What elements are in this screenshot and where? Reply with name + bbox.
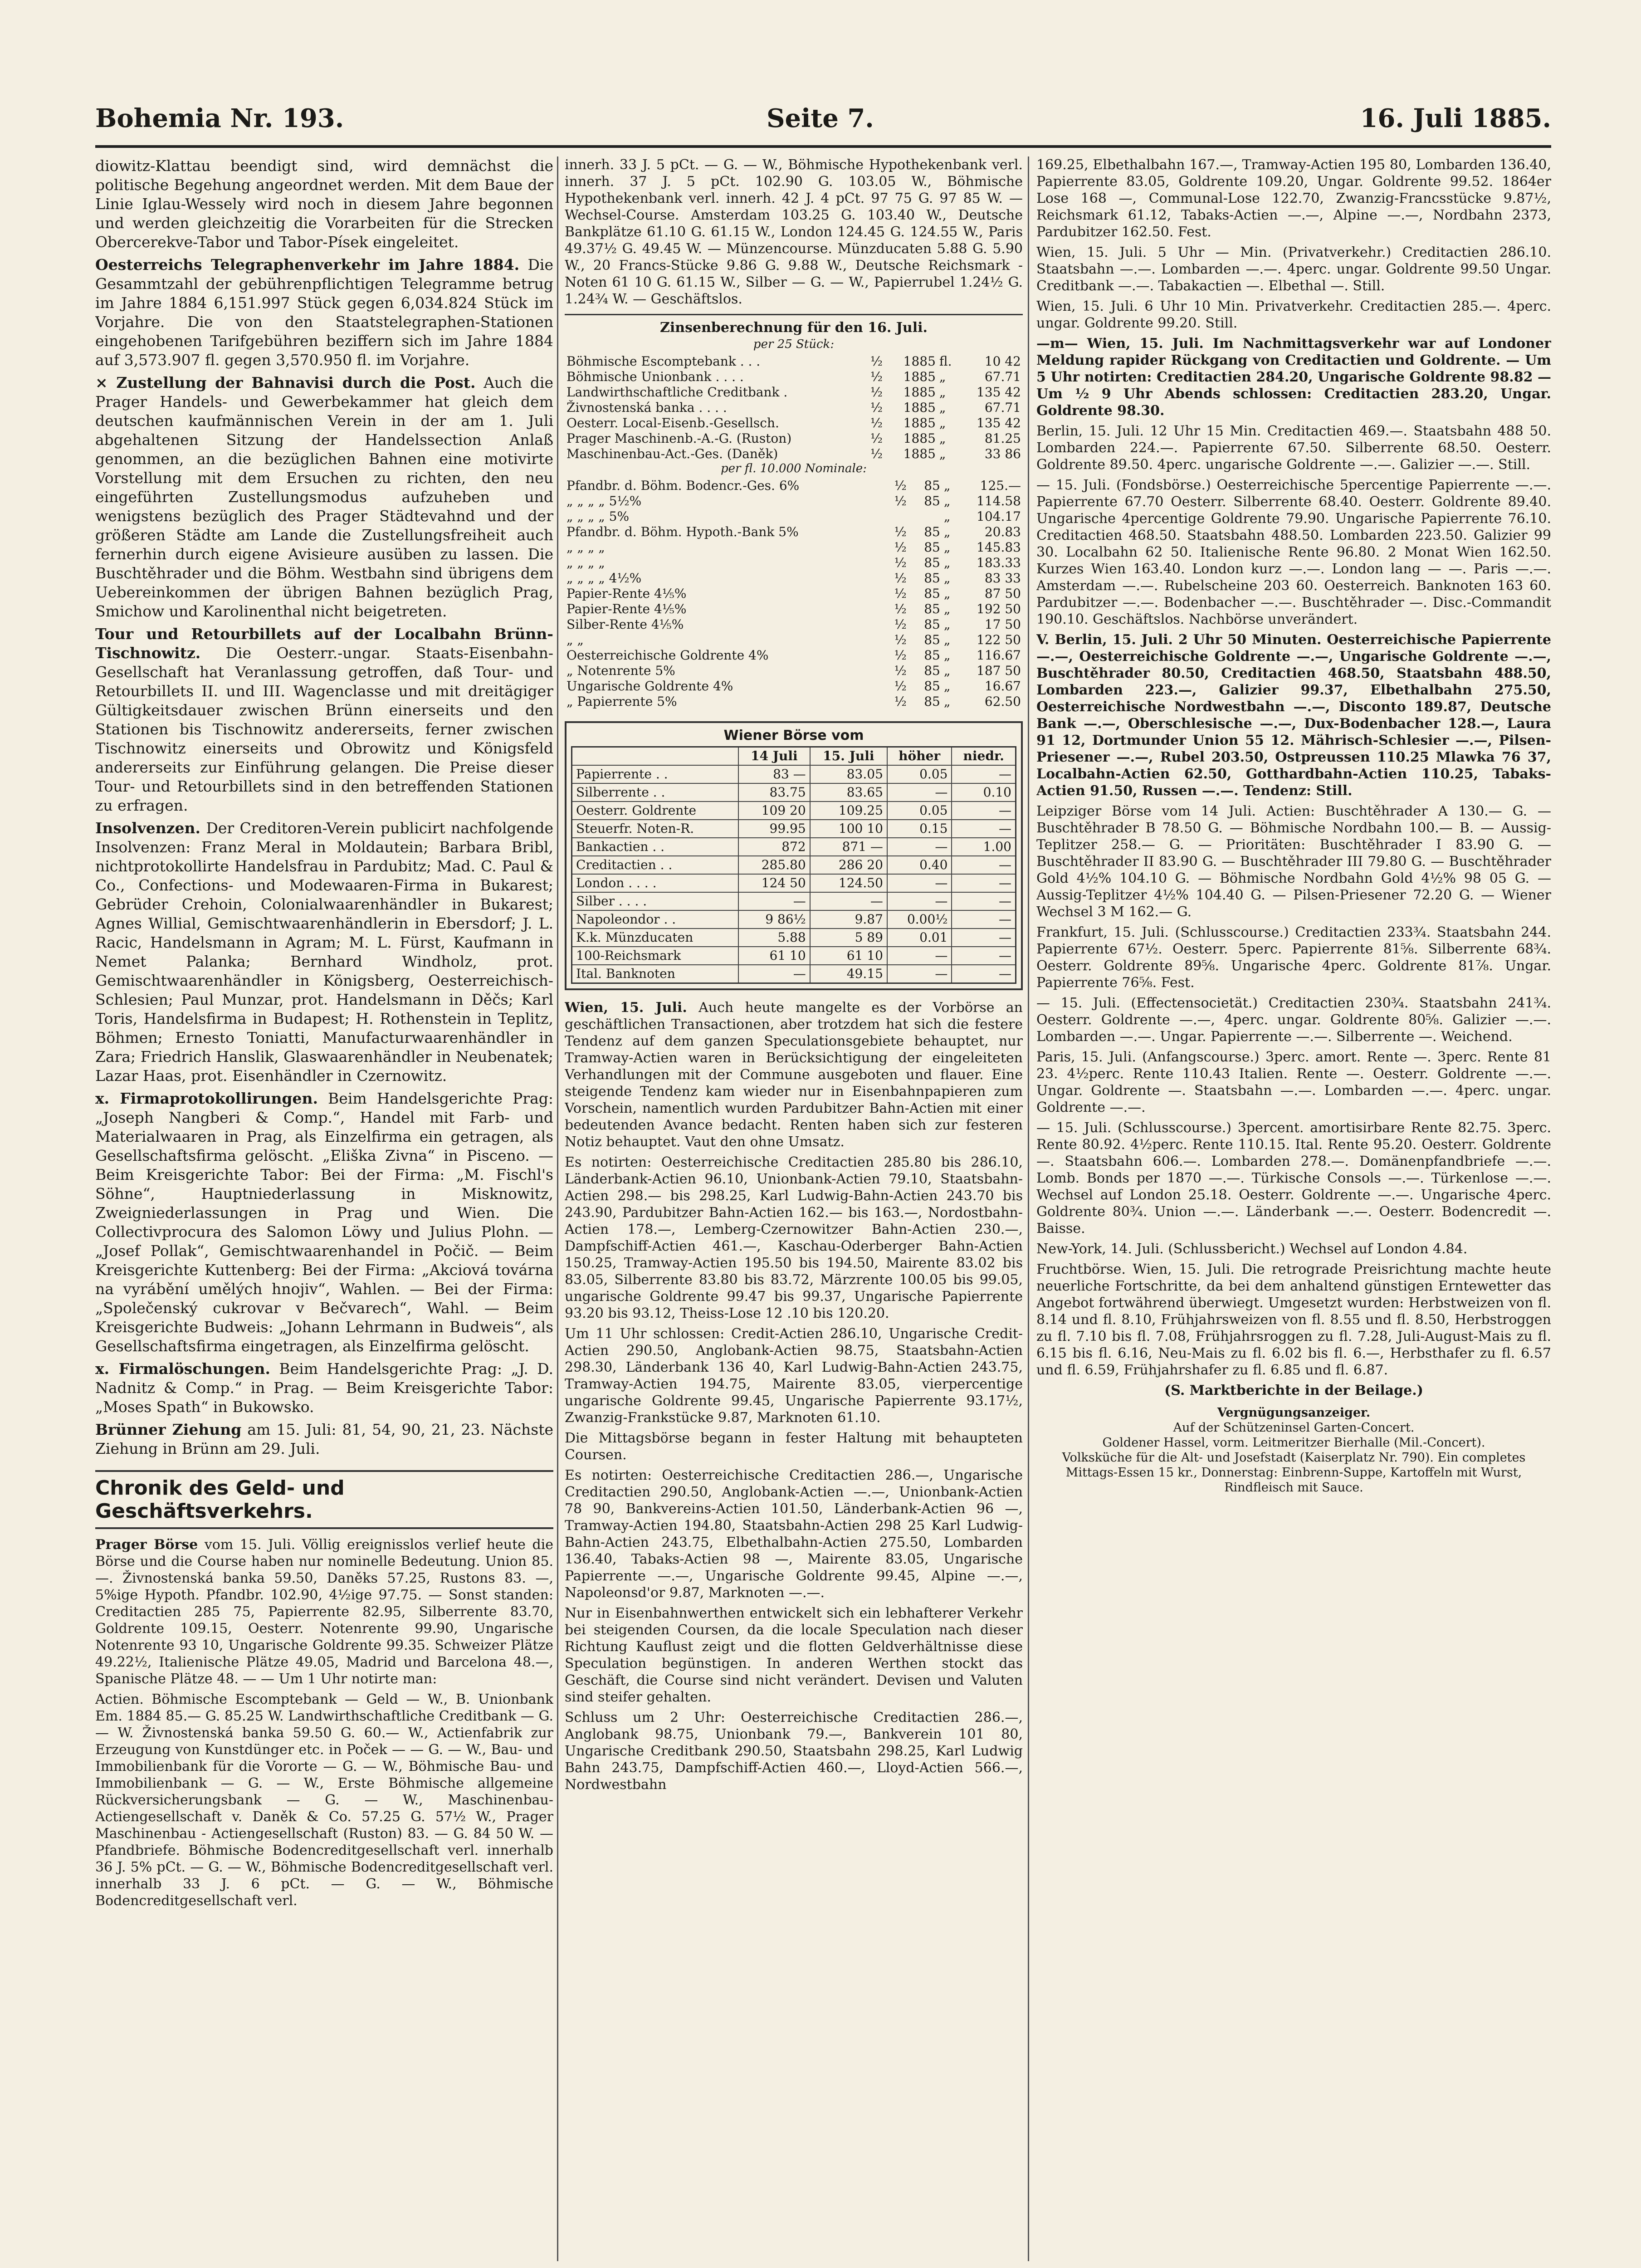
table-cell: 1885	[903, 415, 936, 430]
table-row	[565, 415, 1023, 431]
column-3	[1036, 156, 1551, 2261]
table-cell	[893, 509, 915, 524]
table-cell: 85	[924, 632, 940, 647]
interest-table-subtitle: per fl. 10.000 Nominale:	[721, 462, 867, 475]
table-cell: 0.40	[887, 856, 952, 874]
table-cell: „	[939, 385, 946, 400]
article-heading: × Zustellung der Bahnavisi durch die Post.	[95, 374, 476, 391]
table-cell: —	[952, 965, 1016, 983]
table-cell: 109 20	[738, 802, 810, 820]
article-paragraph: Wien, 15. Juli. 6 Uhr 10 Min. Privatverkehr. Creditactien 285.—. 4perc. ungar. Goldrente 99.20. Still.	[1036, 298, 1551, 331]
article-paragraph	[95, 625, 553, 815]
table-cell: —	[887, 783, 952, 802]
table-cell: Bankactien . .	[572, 838, 739, 856]
table-row	[572, 910, 1016, 929]
table-cell: ½	[870, 369, 883, 384]
notice-line: Goldener Hassel, vorm. Leitmeritzer Bierhalle (Mil.-Concert).	[1102, 1436, 1485, 1450]
table-cell: 85	[924, 601, 940, 616]
table-cell: ½	[894, 555, 907, 570]
table-header-cell: höher	[887, 747, 952, 766]
article-paragraph: (S. Marktberichte in der Beilage.)	[1164, 1383, 1423, 1398]
table-row	[565, 509, 1023, 524]
article-text: Beim Handelsgerichte Prag: „J. D. Nadnitz & Comp.“ in Prag. — Beim Kreisgerichte Tabor: „Moses Spath“ in Bukowsko.	[95, 1360, 553, 1416]
table-cell: —	[952, 765, 1016, 783]
table-cell: 85	[924, 694, 940, 709]
header-page-number: Seite 7.	[767, 103, 874, 133]
table-cell: „	[943, 555, 951, 570]
article-text: Auch die Prager Handels- und Gewerbekammer hat gleich dem deutschen kaufmännischen Verein in der am 1. Juli abgehaltenen Sitzung der Handelssection Anlaß genommen, an die bezüglichen Bahnen eine motivirte Vorstellung mit dem Ersuchen zu richten, den neu eingeführten Zustellungsmodus aufzuheben und wenigstens bezüglich des Prager Städtevahnd und der größeren Städte am Lande die Zustellungsfreiheit auch fernerhin durch eigene Avisieure ausüben zu lassen. Die Buschtěhrader und die Böhm. Westbahn sind übrigens dem Uebereinkommen der übrigen Bahnen bezüglich Prag, Smichow und Karolinenthal nicht beigetreten.	[95, 374, 553, 620]
table-cell: „ Notenrente 5%	[567, 663, 675, 678]
table-header-cell: 15. Juli	[810, 747, 887, 766]
table-cell: 0.05	[887, 802, 952, 820]
notices-box	[1036, 1405, 1551, 1495]
article-paragraph	[565, 999, 1023, 1150]
table-cell: 0.05	[887, 765, 952, 783]
article-paragraph	[95, 1536, 553, 1687]
article-paragraph: 169.25, Elbethalbahn 167.—, Tramway-Actien 195 80, Lombarden 136.40, Papierrente 83.05, Goldrente 109.20, Ungar. Goldrente 99.52. 1864er Lose 168 —, Communal-Lose 122.70, Zwanzig-Francsstücke 9.87½, Reichsmark 61.12, Tabaks-Actien —.—, Alpine —.—, Nordbahn 2373, Pardubitzer 162.50. Fest.	[1036, 157, 1551, 240]
table-cell: 0.10	[952, 783, 1016, 802]
table-row	[565, 632, 1023, 648]
wiener-boerse-title: Wiener Börse vom	[723, 728, 864, 743]
notice-line: Volksküche für die Alt- und Josefstadt (Kaiserplatz Nr. 790). Ein completes Mittags-Essen 15 kr., Donnerstag: Einbrenn-Suppe, Kartoffeln mit Wurst, Rindfleisch mit Sauce.	[1062, 1451, 1526, 1495]
table-cell: 85	[924, 478, 940, 493]
article-paragraph	[95, 1089, 553, 1356]
table-cell: 85	[924, 524, 940, 539]
table-cell: —	[887, 892, 952, 910]
article-paragraph	[95, 373, 553, 621]
article-heading: Oesterreichs Telegraphenverkehr im Jahre 1884.	[95, 256, 520, 274]
table-cell: —	[952, 910, 1016, 929]
table-row	[565, 679, 1023, 694]
table-cell: ½	[894, 524, 907, 539]
table-cell: London . . . .	[572, 874, 739, 892]
table-cell: „ „ „ „ 5½%	[567, 494, 642, 508]
table-cell: 20.83	[984, 524, 1021, 539]
table-cell: ½	[870, 431, 883, 446]
table-cell: „	[939, 400, 946, 415]
table-cell: ½	[894, 648, 907, 663]
table-cell: Živnostenská banka . . . .	[567, 400, 727, 415]
table-row	[565, 369, 1023, 385]
table-cell: Oesterr. Local-Eisenb.-Gesellsch.	[567, 415, 779, 430]
table-cell: ½	[894, 540, 907, 555]
table-cell: 1.00	[952, 838, 1016, 856]
article-paragraph	[95, 1359, 553, 1417]
table-cell: ½	[894, 617, 907, 632]
table-cell: 83.75	[738, 783, 810, 802]
table-cell: 0.01	[887, 929, 952, 947]
table-cell: 124.50	[810, 874, 887, 892]
article-heading: Insolvenzen.	[95, 819, 200, 837]
table-cell: 85	[924, 617, 940, 632]
table-cell: 285.80	[738, 856, 810, 874]
article-paragraph	[95, 819, 553, 1085]
table-cell: „	[943, 679, 951, 694]
table-cell: —	[952, 856, 1016, 874]
table-cell: „ „ „ „	[567, 555, 605, 570]
article-text: Die Gesammtzahl der gebührenpflichtigen Telegramme betrug im Jahre 1884 6,151.997 Stück gegen 6,034.824 Stück im Vorjahre. Die von den Staatstelegraphen-Stationen eingehobenen Tarifgebühren beziffern sich im Jahre 1884 auf 3,573.907 fl. gegen 3,570.950 fl. im Vorjahre.	[95, 256, 553, 369]
article-text: am 15. Juli: 81, 54, 90, 21, 23. Nächste Ziehung in Brünn am 29. Juli.	[95, 1421, 553, 1457]
table-cell: „	[943, 571, 951, 586]
table-cell: Böhmische Escomptebank . . .	[567, 354, 761, 369]
table-cell: 0.00½	[887, 910, 952, 929]
table-cell: 67.71	[984, 400, 1021, 415]
table-row	[572, 947, 1016, 965]
table-row	[565, 694, 1023, 709]
table-cell: 49.15	[810, 965, 887, 983]
table-row	[565, 494, 1023, 509]
table-cell: —	[952, 892, 1016, 910]
table-cell: 83 —	[738, 765, 810, 783]
interest-table-2	[565, 478, 1023, 709]
table-cell: „	[943, 478, 951, 493]
table-row	[565, 478, 1023, 494]
table-cell: 83 33	[984, 571, 1021, 586]
table-cell: 5.88	[738, 929, 810, 947]
article-paragraph: Nur in Eisenbahnwerthen entwickelt sich ein lebhafterer Verkehr bei steigenden Coursen, da die locale Speculation nach dieser Richtung Kauflust zeigt und die flotten Geldverhältnisse diese Speculation begünstigen. In anderen Werthen stockt das Geschäft, die Course sind nicht verändert. Devisen und Valuten sind steifer gehalten.	[565, 1605, 1023, 1705]
table-cell: 17 50	[984, 617, 1021, 632]
article-heading: Prager Börse	[95, 1537, 198, 1553]
table-row	[565, 431, 1023, 446]
table-cell: 99.95	[738, 820, 810, 838]
table-cell: „	[939, 431, 946, 446]
table-cell: 114.58	[977, 494, 1021, 508]
table-cell: „	[943, 601, 951, 616]
table-cell: 83.65	[810, 783, 887, 802]
article-paragraph: New-York, 14. Juli. (Schlussbericht.) Wechsel auf London 4.84.	[1036, 1241, 1468, 1257]
table-cell: Oesterr. Goldrente	[572, 802, 739, 820]
table-cell: „ „	[567, 632, 584, 647]
table-cell: Böhmische Unionbank . . . .	[567, 369, 744, 384]
table-cell: 85	[924, 555, 940, 570]
article-text: Beim Handelsgerichte Prag: „Joseph Nangberi & Comp.“, Handel mit Farb- und Materialwaaren in Prag, als Einzelfirma ein getragen, als Gesellschaftsfirma gelöscht. „Eliška Zivna“ in Pisceno. — Beim Kreisgerichte Tabor: Bei der Firma: „M. Fischl's Söhne“, Hauptniederlassung in Misknowitz, Zweigniederlassungen in Prag und Wien. Die Collectivprocura des Salomon Löwy und Julius Plohn. — „Josef Pollak“, Gemischtwaarenhandel in Počič. — Beim Kreisgerichte Kuttenberg: Bei der Firma: „Akciová továrna na vyrábění umělých hnojiv“, Wahlen. — Bei der Firma: „Společenský cukrovar v Bečvarech“, Wahl. — Beim Kreisgerichte Budweis: „Johann Lehrmann in Budweis“, als Gesellschaftsfirma eingetragen, als Einzelfirma gelöscht.	[95, 1090, 553, 1355]
table-cell: —	[887, 838, 952, 856]
table-cell: —	[952, 929, 1016, 947]
section-title: Chronik des Geld- und Geschäftsverkehrs.	[95, 1470, 553, 1529]
table-cell: „	[943, 694, 951, 709]
notice-line: Auf der Schützeninsel Garten-Concert.	[1173, 1421, 1415, 1435]
column-1	[95, 156, 553, 2261]
table-cell: ½	[870, 385, 883, 400]
table-cell: Silber . . . .	[572, 892, 739, 910]
table-row	[572, 765, 1016, 783]
table-cell: ½	[894, 663, 907, 678]
table-cell: 100 10	[810, 820, 887, 838]
article-paragraph: Es notirten: Oesterreichische Creditactien 285.80 bis 286.10, Länderbank-Actien 96.10, Unionbank-Actien 79.10, Staatsbahn-Actien 298.— bis 298.25, Karl Ludwig-Bahn-Actien 243.70 bis 243.90, Pardubitzer Bahn-Actien 162.— bis 163.—, Nordostbahn-Actien 178.—, Lemberg-Czernowitzer Bahn-Actien 230.—, Dampfschiff-Actien 461.—, Kaschau-Oderberger Bahn-Actien 150.25, Tramway-Actien 195.50 bis 194.50, Mairente 83.02 bis 83.05, Silberrente 83.80 bis 83.72, Märzrente 100.05 bis 99.05, ungarische Goldrente 99.47 bis 99.37, Ungarische Papierrente 93.20 bis 93.12, Theiss-Lose 12 .10 bis 120.20.	[565, 1154, 1023, 1321]
table-header-cell: 14 Juli	[738, 747, 810, 766]
table-cell: 81.25	[984, 431, 1021, 446]
article-paragraph: diowitz-Klattau beendigt sind, wird demnächst die politische Begehung angeordnet werden. Mit dem Baue der Linie Iglau-Wessely wird noch in diesem Jahre begonnen und werden gleichzeitig die Vorarbeiten für die Strecken Obercerekve-Tabor und Tabor-Písek eingeleitet.	[95, 157, 553, 251]
article-heading: Brünner Ziehung	[95, 1421, 242, 1438]
column-rule	[1028, 156, 1029, 2261]
table-cell: ½	[870, 400, 883, 415]
table-cell: 85	[924, 679, 940, 694]
table-cell: 135 42	[977, 415, 1021, 430]
article-paragraph: V. Berlin, 15. Juli. 2 Uhr 50 Minuten. Oesterreichische Papierrente —.—, Oesterreichische Goldrente —.—, Ungarische Goldrente —.—, Buschtěhrader 80.50, Creditactien 468.50, Staatsbahn 488.50, Lombarden 223.—, Galizier 99.37, Elbethalbahn 275.50, Oesterreichische Nordwestbahn —.—, Disconto 189.87, Deutsche Bank —.—, Oberschlesische —.—, Dux-Bodenbacher 128.—, Laura 91 12, Dortmunder Union 55 12. Mährisch-Schlesier —.—, Pilsen-Priesener —.—, Rubel 203.50, Ostpreussen 110.25 Mlawka 76 37, Localbahn-Actien 62.50, Gotthardbahn-Actien 110.25, Tabaks-Actien 91.50, Russen —.—. Tendenz: Still.	[1036, 632, 1551, 799]
table-row	[565, 540, 1023, 555]
table-cell: „	[943, 509, 951, 524]
table-cell: „ „ „ „ 5%	[567, 509, 630, 524]
table-row	[565, 524, 1023, 540]
table-cell: 125.—	[980, 478, 1021, 493]
table-cell: —	[738, 892, 810, 910]
table-cell: 1885	[903, 431, 936, 446]
table-cell: 67.71	[984, 369, 1021, 384]
article-heading: Wien, 15. Juli.	[565, 1000, 687, 1016]
table-cell: Pfandbr. d. Böhm. Hypoth.-Bank 5%	[567, 524, 799, 539]
article-paragraph: innerh. 33 J. 5 pCt. — G. — W., Böhmische Hypothekenbank verl. innerh. 37 J. 5 pCt. 102.90 G. 103.05 W., Böhmische Hypothekenbank verl. innerh. 42 J. 4 pCt. 97 75 G. 97 85 W. — Wechsel-Course. Amsterdam 103.25 G. 103.40 W., Deutsche Bankplätze 61.10 G. 61.15 W., London 124.45 G. 124.55 W., Paris 49.37½ G. 49.45 W. — Münzencourse. Münzducaten 5.88 G. 5.90 W., 20 Francs-Stücke 9.86 G. 9.88 W., Deutsche Reichsmark - Noten 61 10 G. 61.15 W., Silber — G. — W., Papierrubel 1.24½ G. 1.24¾ W. — Geschäftslos.	[565, 157, 1023, 307]
table-row	[565, 586, 1023, 601]
table-cell: —	[952, 874, 1016, 892]
article-heading: x. Firmaprotokollirungen.	[95, 1090, 318, 1107]
table-cell: 85	[924, 494, 940, 508]
table-cell: ½	[894, 571, 907, 586]
article-text: vom 15. Juli. Völlig ereignisslos verlief heute die Börse und die Course haben nur nominelle Bedeutung. Union 85.—. Živnostenská banka 59.50, Daněks 57.25, Rustons 83. —, 5%ige Hypoth. Pfandbr. 102.90, 4½ige 97.75. — Sonst standen: Creditactien 285 75, Papierrente 82.95, Silberrente 83.70, Goldrente 109.15, Oesterr. Notenrente 99.90, Ungarische Notenrente 93 10, Ungarische Goldrente 99.35. Schweizer Plätze 49.22½, Italienische Plätze 49.05, Madrid und Barcelona 48.—, Spanische Plätze 48. — — Um 1 Uhr notirte man:	[95, 1537, 553, 1687]
table-cell: —	[738, 965, 810, 983]
table-cell: —	[952, 947, 1016, 965]
table-cell: —	[887, 965, 952, 983]
table-cell: 85	[924, 571, 940, 586]
table-cell: „	[943, 586, 951, 601]
table-cell: 9.87	[810, 910, 887, 929]
table-row	[572, 783, 1016, 802]
column-2	[565, 156, 1023, 2261]
table-cell: 61 10	[810, 947, 887, 965]
table-cell: 0.15	[887, 820, 952, 838]
table-cell: Steuerfr. Noten-R.	[572, 820, 739, 838]
table-cell: ½	[894, 601, 907, 616]
article-heading: Tour und Retourbillets auf der Localbahn Brünn-Tischnowitz.	[95, 625, 553, 662]
interest-table-subtitle: per 25 Stück:	[753, 337, 835, 351]
table-cell: 85	[924, 586, 940, 601]
table-header-cell: niedr.	[952, 747, 1016, 766]
article-paragraph	[95, 255, 553, 370]
table-row	[565, 555, 1023, 571]
table-cell: ½	[894, 694, 907, 709]
table-cell: Creditactien . .	[572, 856, 739, 874]
table-row	[572, 820, 1016, 838]
table-cell: ½	[870, 354, 883, 369]
table-cell: ½	[894, 679, 907, 694]
table-row	[572, 874, 1016, 892]
table-cell: 1885	[903, 446, 936, 461]
table-cell: 187 50	[977, 663, 1021, 678]
article-paragraph: Actien. Böhmische Escomptebank — Geld — W., B. Unionbank Em. 1884 85.— G. 85.25 W. Landwirthschaftliche Creditbank — G. — W. Živnostenská banka 59.50 G. 60.— W., Actienfabrik zur Erzeugung von Kunstdünger etc. in Poček — — G. — W., Bau- und Immobilienbank für die Vororte — G. — W., Böhmische Bau- und Immobilienbank — G. — W., Erste Böhmische allgemeine Rückversicherungsbank — G. — W., Maschinenbau-Actiengesellschaft v. Daněk & Co. 57.25 G. 57½ W., Prager Maschinenbau - Actiengesellschaft (Ruston) 83. — G. 84 50 W. — Pfandbriefe. Böhmische Bodencreditgesellschaft verl. innerhalb 36 J. 5% pCt. — G. — W., Böhmische Bodencreditgesellschaft verl. innerhalb 33 J. 6 pCt. — G. — W., Böhmische Bodencreditgesellschaft verl.	[95, 1691, 553, 1909]
article-paragraph	[95, 1420, 553, 1458]
table-cell: „	[939, 369, 946, 384]
article-paragraph: Wien, 15. Juli. 5 Uhr — Min. (Privatverkehr.) Creditactien 286.10. Staatsbahn —.—. Lombarden —.—. 4perc. ungar. Goldrente 99.50 Ungar. Creditbank —.—. Tabakactien —. Elbethal —. Still.	[1036, 244, 1551, 294]
table-cell: „	[943, 632, 951, 647]
table-cell: Ungarische Goldrente 4%	[567, 679, 733, 694]
table-cell: Napoleondor . .	[572, 910, 739, 929]
table-cell: 1885	[903, 354, 936, 369]
table-cell: Oesterreichische Goldrente 4%	[567, 648, 769, 663]
table-cell	[914, 509, 942, 524]
article-paragraph: Es notirten: Oesterreichische Creditactien 286.—, Ungarische Creditactien 290.50, Anglobank-Actien —.—, Unionbank-Actien 78 90, Bankvereins-Actien 101.50, Länderbank-Actien 96 —, Tramway-Actien 194.80, Staatsbahn-Actien 298 25 Karl Ludwig-Bahn-Actien 243.75, Elbethalbahn-Actien 275.50, Lombarden 136.40, Tabaks-Actien 98 —, Mairente 83.05, Ungarische Papierrente —.—, Ungarische Goldrente 99.45, Alpine —.—, Napoleonsd'or 9.87, Marknoten —.—.	[565, 1467, 1023, 1601]
table-cell: „	[943, 540, 951, 555]
table-cell: ½	[894, 478, 907, 493]
table-row	[572, 838, 1016, 856]
table-row	[572, 802, 1016, 820]
table-cell: fl.	[939, 354, 952, 369]
table-cell: ½	[894, 494, 907, 508]
table-cell: 62.50	[984, 694, 1021, 709]
table-row	[565, 648, 1023, 663]
table-cell: ½	[870, 415, 883, 430]
article-text: Die Oesterr.-ungar. Staats-Eisenbahn-Gesellschaft hat Veranlassung getroffen, daß Tour- und Retourbillets II. und III. Wagenclasse und mit dreitägiger Gültigkeitsdauer zwischen Brünn einerseits und den Stationen bis Tischnowitz andererseits, ferner zwischen Tischnowitz einerseits und Obrowitz und Königsfeld andererseits zur Einführung gelangen. Die Preise dieser Tour- und Retourbillets sind in den betreffenden Stationen zu erfragen.	[95, 644, 553, 814]
article-paragraph: Leipziger Börse vom 14 Juli. Actien: Buschtěhrader A 130.— G. — Buschtěhrader B 78.50 G. — Böhmische Nordbahn 100.— B. — Aussig-Teplitzer 258.— G. — Prioritäten: Buschtěhrader I 83.90 G. — Buschtěhrader II 83.90 G. — Buschtěhrader III 79.80 G. — Buschtěhrader Gold 4½% 104.10 G. — Böhmische Nordbahn Gold 4½% 98 05 G. — Aussig-Teplitzer 4½% 104.40 G. — Pilsen-Priesener 72.20 G. — Wiener Wechsel 3 M 162.— G.	[1036, 803, 1551, 920]
article-paragraph: Frankfurt, 15. Juli. (Schlusscourse.) Creditactien 233¾. Staatsbahn 244. Papierrente 67½. Oesterr. 5perc. Papierrente 81⅝. Silberrente 68¾. Oesterr. Goldrente 89⅝. Ungarische 4perc. Goldrente 81⅞. Ungar. Papierrente 76⅝. Fest.	[1036, 924, 1551, 991]
table-cell: 104.17	[977, 509, 1021, 524]
article-paragraph: Fruchtbörse. Wien, 15. Juli. Die retrograde Preisrichtung machte heute neuerliche Fortschritte, da bei dem anhaltend günstigen Erntewetter das Angebot fortwährend überwiegt. Umgesetzt wurden: Herbstweizen von fl. 8.14 und fl. 8.10, Frühjahrsweizen von fl. 8.55 und fl. 8.50, Herbstroggen zu fl. 7.10 bis fl. 7.08, Frühjahrsroggen zu fl. 7.28, Juli-August-Mais zu fl. 6.15 bis fl. 6.16, Neu-Mais zu fl. 6.02 bis fl. 6.—, Herbsthafer zu fl. 6.57 und fl. 6.59, Frühjahrshafer zu fl. 6.85 und fl. 6.87.	[1036, 1261, 1551, 1378]
table-cell: Silberrente . .	[572, 783, 739, 802]
table-row	[572, 856, 1016, 874]
table-cell: 871 —	[810, 838, 887, 856]
table-cell: 9 86½	[738, 910, 810, 929]
table-cell: Papierrente . .	[572, 765, 739, 783]
table-row	[565, 663, 1023, 679]
table-cell: 183.33	[977, 555, 1021, 570]
table-cell: K.k. Münzducaten	[572, 929, 739, 947]
table-cell: Maschinenbau-Act.-Ges. (Daněk)	[567, 446, 778, 461]
header-left: Bohemia Nr. 193.	[95, 103, 344, 133]
article-text: Der Creditoren-Verein publicirt nachfolgende Insolvenzen: Franz Meral in Moldautein; Barbara Bribl, nichtprotokollirte Handelsfrau in Pardubitz; Mad. C. Paul & Co., Confections- und Modewaaren-Firma in Bukarest; Gebrüder Crehoin, Colonialwaarenhändler in Bukarest; Agnes Willial, Gemischtwaarenhändlerin in Ebersdorf; J. L. Racic, Handelsmann in Agram; M. L. Fürst, Kaufmann in Nemet Palanka; Bernhard Windholz, prot. Gemischtwaarenhändler in Königsberg, Oesterreichisch-Schlesien; Paul Munzar, prot. Handelsmann in Děčs; Karl Toris, Handelsfirma in Budapest; H. Rothenstein in Teplitz, Böhmen; Ernesto Toniatti, Manufacturwaarenhändler in Zara; Friedrich Hanslik, Glaswaarenhändler in Neubenatek; Lazar Haas, prot. Eisenhändler in Czernowitz.	[95, 819, 553, 1085]
table-cell: Prager Maschinenb.-A.-G. (Ruston)	[567, 431, 792, 446]
table-cell: Papier-Rente 4⅕%	[567, 601, 687, 616]
table-cell: 872	[738, 838, 810, 856]
wiener-boerse-box	[565, 721, 1023, 990]
table-cell: „ Papierrente 5%	[567, 694, 677, 709]
table-cell: 1885	[903, 400, 936, 415]
table-cell: „	[939, 446, 946, 461]
table-cell: 122 50	[977, 632, 1021, 647]
article-paragraph: Berlin, 15. Juli. 12 Uhr 15 Min. Creditactien 469.—. Staatsbahn 488 50. Lombarden 224.—. Papierrente 67.50. Silberrente 68.50. Oesterr. Goldrente 89.50. 4perc. ungarische Goldrente —.—. Galizier —.—. Still.	[1036, 423, 1551, 473]
table-row	[565, 601, 1023, 617]
table-cell: ½	[870, 446, 883, 461]
table-cell: „	[943, 648, 951, 663]
table-cell: 124 50	[738, 874, 810, 892]
table-row	[565, 354, 1023, 369]
table-cell: „	[939, 415, 946, 430]
table-row	[565, 385, 1023, 400]
article-text: Auch heute mangelte es der Vorbörse an geschäftlichen Transactionen, aber trotzdem hat sich die festere Tendenz auf dem ganzen Speculationsgebiete behauptet, nur Tramway-Actien waren in Berücksichtigung der eingeleiteten Verhandlungen mit der Commune ausgeboten und flauer. Eine steigende Tendenz kam wieder nur in Eisenbahnpapieren zum Vorschein, namentlich wurden Pardubitzer Bahn-Actien mit einer bedeutenden Avance bedacht. Renten haben sich zur festeren Notiz behauptet. Vaut den ohne Umsatz.	[565, 1000, 1023, 1150]
table-cell: 116.67	[977, 648, 1021, 663]
article-paragraph: Die Mittagsbörse begann in fester Haltung mit behaupteten Coursen.	[565, 1430, 1023, 1463]
table-row	[565, 617, 1023, 632]
table-cell: —	[887, 947, 952, 965]
column-rule	[557, 156, 558, 2261]
article-paragraph: Paris, 15. Juli. (Anfangscourse.) 3perc. amort. Rente —. 3perc. Rente 81 23. 4½perc. Rente 110.43 Italien. Rente —. Oesterr. Goldrente —.—. Ungar. Goldrente —. Staatsbahn —.—. Lombarden —.—. 4perc. ungar. Goldrente —.—.	[1036, 1049, 1551, 1115]
table-cell: 109.25	[810, 802, 887, 820]
article-paragraph: — 15. Juli. (Effectensocietät.) Creditactien 230¾. Staatsbahn 241¾. Oesterr. Goldrente —.—, 4perc. ungar. Goldrente 80⅝. Galizier —.—. Lombarden —.—. Ungar. Papierrente —.—. Silberrente —. Weichend.	[1036, 995, 1551, 1045]
table-row	[572, 892, 1016, 910]
table-cell: 61 10	[738, 947, 810, 965]
table-cell: 33 86	[984, 446, 1021, 461]
table-cell: 87 50	[984, 586, 1021, 601]
notices-title: Vergnügungsanzeiger.	[1217, 1406, 1371, 1420]
table-cell: „	[943, 524, 951, 539]
table-cell: ½	[894, 586, 907, 601]
table-cell: —	[952, 802, 1016, 820]
table-cell: „ „ „ „	[567, 540, 605, 555]
interest-table-1	[565, 354, 1023, 462]
table-cell: „ „ „ „ 4½%	[567, 571, 642, 586]
table-cell: Silber-Rente 4⅕%	[567, 617, 684, 632]
table-cell: 100-Reichsmark	[572, 947, 739, 965]
article-paragraph: — 15. Juli. (Fondsbörse.) Oesterreichische 5percentige Papierrente —.—. Papierrente 67.70 Oesterr. Silberrente 68.40. Oesterr. Goldrente 89.40. Ungarische 4percentige Goldrente 79.90. Ungarische Papierrente 76.10. Creditactien 468.50. Staatsbahn 488.50. Lombarden 223.50. Galizier 99 30. Localbahn 62 50. Italienische Rente 96.80. 2 Monat Wien 162.50. Kurzes Wien 163.40. London kurz —.—. London lang — —. Paris —.—. Amsterdam —.—. Rubelscheine 203 60. Oesterreich. Banknoten 163 60. Pardubitzer —.—. Bodenbacher —.—. Buschtěhrader —. Disc.-Commandit 190.10. Geschäftslos. Nachbörse unverändert.	[1036, 477, 1551, 627]
table-cell: 85	[924, 663, 940, 678]
table-row	[572, 929, 1016, 947]
page-header	[95, 91, 1551, 148]
table-cell: „	[943, 494, 951, 508]
table-cell: Ital. Banknoten	[572, 965, 739, 983]
table-cell: 5 89	[810, 929, 887, 947]
table-cell: 135 42	[977, 385, 1021, 400]
table-cell: „	[943, 663, 951, 678]
table-row	[565, 446, 1023, 462]
table-cell: 83.05	[810, 765, 887, 783]
table-cell: 10 42	[984, 354, 1021, 369]
article-paragraph: Um 11 Uhr schlossen: Credit-Actien 286.10, Ungarische Credit-Actien 290.50, Anglobank-Actien 98.75, Staatsbahn-Actien 298.30, Länderbank 136 40, Karl Ludwig-Bahn-Actien 243.75, Tramway-Actien 194.75, Mairente 83.05, vierpercentige ungarische Goldrente 99.45, Ungarische Papierrente 93.17½, Zwanzig-Frankstücke 9.87, Marknoten 61.10.	[565, 1326, 1023, 1426]
table-cell: 286 20	[810, 856, 887, 874]
table-row	[565, 571, 1023, 586]
table-cell: 145.83	[977, 540, 1021, 555]
table-cell: Papier-Rente 4⅕%	[567, 586, 687, 601]
table-cell: 16.67	[984, 679, 1021, 694]
table-cell: Pfandbr. d. Böhm. Bodencr.-Ges. 6%	[567, 478, 800, 493]
table-cell: 192 50	[977, 601, 1021, 616]
article-paragraph: — 15. Juli. (Schlusscourse.) 3percent. amortisirbare Rente 82.75. 3perc. Rente 80.92. 4½perc. Rente 110.15. Ital. Rente 95.20. Oesterr. Goldrente —. Staatsbahn 606.—. Lombarden 278.—. Domänenpfandbriefe —.—. Lomb. Bonds per 1870 —.—. Türkische Consols —.—. Türkenlose —.—. Wechsel auf London 25.18. Oesterr. Goldrente —.—. Ungarische 4perc. Goldrente 80¾. Union —.—. Länderbank —.—. Oesterr. Bodencredit —. Baisse.	[1036, 1120, 1551, 1237]
article-heading: x. Firmalöschungen.	[95, 1360, 270, 1378]
table-cell: „	[943, 617, 951, 632]
table-row	[572, 965, 1016, 983]
wiener-boerse-table	[571, 746, 1016, 984]
table-cell: ½	[894, 632, 907, 647]
table-cell: Landwirthschaftliche Creditbank .	[567, 385, 788, 400]
table-cell: 85	[924, 540, 940, 555]
table-cell: —	[887, 874, 952, 892]
table-cell: 85	[924, 648, 940, 663]
interest-table-title: Zinsenberechnung für den 16. Juli.	[565, 314, 1023, 336]
table-cell: —	[952, 820, 1016, 838]
table-header-cell	[572, 747, 739, 766]
table-cell: —	[810, 892, 887, 910]
header-date: 16. Juli 1885.	[1360, 103, 1551, 133]
table-cell: 1885	[903, 369, 936, 384]
article-paragraph: Schluss um 2 Uhr: Oesterreichische Creditactien 286.—, Anglobank 98.75, Unionbank 79.—, Bankverein 101 80, Ungarische Creditbank 290.50, Staatsbahn 298.25, Karl Ludwig Bahn 243.75, Dampfschiff-Actien 460.—, Lloyd-Actien 566.—, Nordwestbahn	[565, 1710, 1023, 1793]
table-cell: 1885	[903, 385, 936, 400]
article-paragraph: —m— Wien, 15. Juli. Im Nachmittagsverkehr war auf Londoner Meldung rapider Rückgang von Creditactien und Goldrente. — Um 5 Uhr notirten: Creditactien 284.20, Ungarische Goldrente 98.82 — Um ½ 9 Uhr Abends schlossen: Creditactien 283.20, Ungar. Goldrente 98.30.	[1036, 336, 1551, 419]
table-row	[565, 400, 1023, 415]
